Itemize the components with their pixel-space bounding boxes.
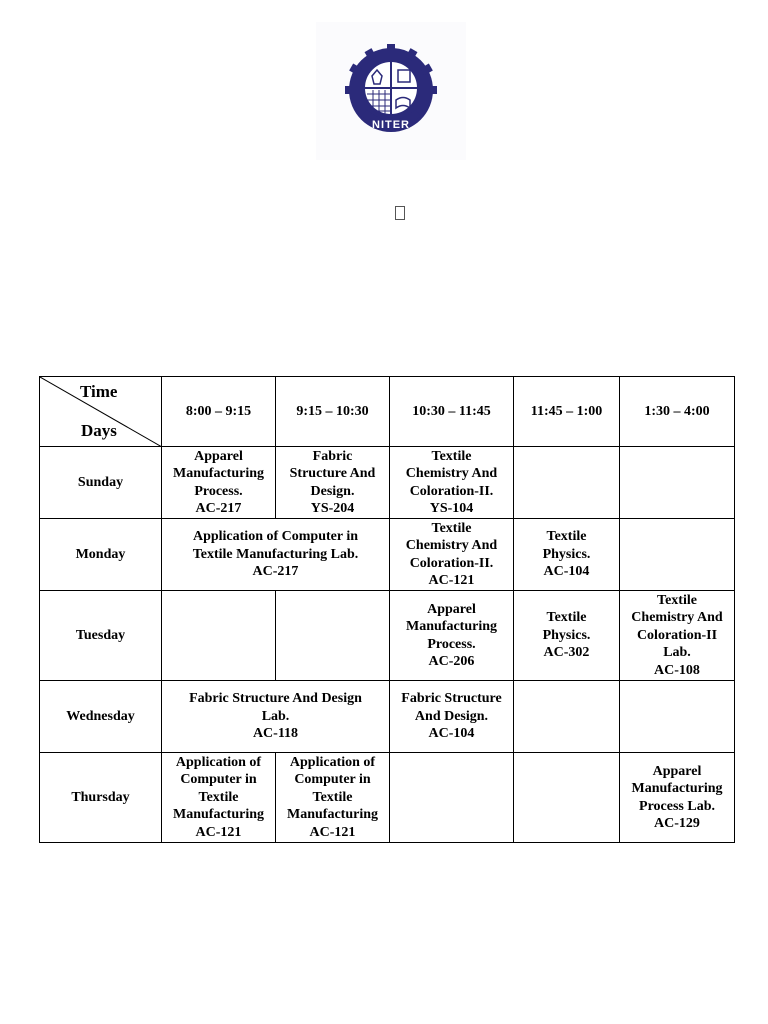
header-row <box>40 377 735 447</box>
class-cell-line: Textile <box>312 789 353 805</box>
class-cell-line: Computer in <box>294 772 371 788</box>
empty-cell <box>620 519 735 591</box>
class-cell-line: Fabric Structure <box>401 691 502 707</box>
day-row <box>40 681 735 753</box>
class-cell-line: Apparel <box>652 763 702 779</box>
class-cell-line: Chemistry And <box>631 610 723 626</box>
class-cell-line: Manufacturing <box>173 466 264 481</box>
class-cell-line: Fabric <box>312 448 353 464</box>
empty-cell <box>162 591 276 681</box>
class-cell <box>620 753 735 843</box>
class-cell-line: Textile <box>431 520 472 536</box>
class-cell-line: Coloration-II <box>636 627 718 643</box>
time-slot-header: 11:45 – 1:00 <box>514 377 620 447</box>
class-cell-line: AC-121 <box>195 824 242 840</box>
day-label: Thursday <box>40 753 162 843</box>
class-cell-line: AC-206 <box>428 654 475 669</box>
class-cell-line: AC-121 <box>309 824 356 840</box>
class-cell <box>162 519 390 591</box>
class-cell-line: Textile <box>657 592 697 608</box>
class-cell-line: AC-108 <box>654 662 700 678</box>
corner-cell <box>40 377 162 447</box>
empty-cell <box>390 753 514 843</box>
class-cell-line: AC-104 <box>543 564 590 580</box>
corner-days-label: Days <box>81 421 117 440</box>
time-slot-header: 9:15 – 10:30 <box>276 377 390 447</box>
logo-container <box>316 22 466 160</box>
class-cell <box>162 447 276 519</box>
class-cell-line: Coloration-II. <box>409 483 494 499</box>
niter-logo <box>341 42 441 142</box>
corner-time-label: Time <box>80 382 118 401</box>
class-cell <box>162 753 276 843</box>
class-cell-line: Fabric Structure And Design <box>189 691 362 707</box>
class-cell-line: Textile <box>546 529 587 545</box>
class-cell <box>390 591 514 681</box>
empty-cell <box>620 447 735 519</box>
class-cell <box>390 519 514 591</box>
class-cell-line: AC-104 <box>428 726 475 742</box>
day-label: Tuesday <box>40 591 162 681</box>
class-cell-line: AC-121 <box>428 573 475 588</box>
class-cell <box>620 591 735 681</box>
class-cell <box>162 681 390 753</box>
class-cell-line: AC-217 <box>252 564 299 580</box>
class-cell-line: Coloration-II. <box>409 555 494 571</box>
class-cell <box>390 447 514 519</box>
time-slot-header: 1:30 – 4:00 <box>620 377 735 447</box>
class-cell-line: Computer in <box>180 772 257 788</box>
logo-text: NITER <box>372 119 410 131</box>
time-slot-header: 10:30 – 11:45 <box>390 377 514 447</box>
class-cell-line: Textile <box>431 448 472 464</box>
class-cell-line: Application of <box>289 754 376 770</box>
class-cell-line: Textile Manufacturing Lab. <box>192 546 359 562</box>
class-cell-line: AC-217 <box>195 501 242 516</box>
class-cell-line: Application of Computer in <box>192 529 359 545</box>
empty-cell <box>620 681 735 753</box>
class-cell-line: Manufacturing <box>287 807 378 823</box>
empty-cell <box>514 447 620 519</box>
missing-glyph-box <box>395 206 405 220</box>
class-cell-line: YS-204 <box>310 501 355 516</box>
class-cell-line: Application of <box>175 754 262 770</box>
day-row <box>40 753 735 843</box>
day-label: Monday <box>40 519 162 591</box>
empty-cell <box>276 591 390 681</box>
class-cell-line: Chemistry And <box>405 466 498 481</box>
class-cell-line: Process. <box>194 483 243 499</box>
class-cell-line: YS-104 <box>429 501 474 516</box>
class-cell-line: AC-129 <box>654 816 700 831</box>
class-cell-line: Design. <box>310 483 355 499</box>
day-label: Wednesday <box>40 681 162 753</box>
class-cell-line: Textile <box>546 610 587 626</box>
class-cell-line: Textile <box>198 789 239 805</box>
class-cell <box>390 681 514 753</box>
empty-cell <box>514 681 620 753</box>
day-row <box>40 591 735 681</box>
class-cell <box>514 591 620 681</box>
class-routine-table <box>39 376 735 843</box>
class-cell-line: Manufacturing <box>631 781 723 796</box>
class-cell-line: Physics. <box>542 627 591 643</box>
class-cell-line: Structure And <box>289 466 376 481</box>
class-cell-line: Chemistry And <box>405 538 498 553</box>
class-cell <box>276 447 390 519</box>
class-cell-line: Apparel <box>427 601 476 617</box>
class-cell-line: Process Lab. <box>639 798 715 814</box>
class-cell-line: AC-302 <box>543 645 590 661</box>
empty-cell <box>514 753 620 843</box>
class-cell-line: Lab. <box>663 645 691 661</box>
class-cell-line: Process. <box>427 636 476 652</box>
class-cell <box>514 519 620 591</box>
class-cell <box>276 753 390 843</box>
class-cell-line: And Design. <box>414 708 489 724</box>
class-cell-line: Manufacturing <box>173 807 264 823</box>
class-cell-line: Lab. <box>261 708 290 724</box>
routine-body <box>40 377 735 843</box>
day-row <box>40 447 735 519</box>
day-row <box>40 519 735 591</box>
class-cell-line: Apparel <box>194 448 243 464</box>
time-slot-header: 8:00 – 9:15 <box>162 377 276 447</box>
class-cell-line: AC-118 <box>252 726 299 742</box>
class-cell-line: Manufacturing <box>406 619 497 634</box>
class-cell-line: Physics. <box>542 546 591 562</box>
day-label: Sunday <box>40 447 162 519</box>
